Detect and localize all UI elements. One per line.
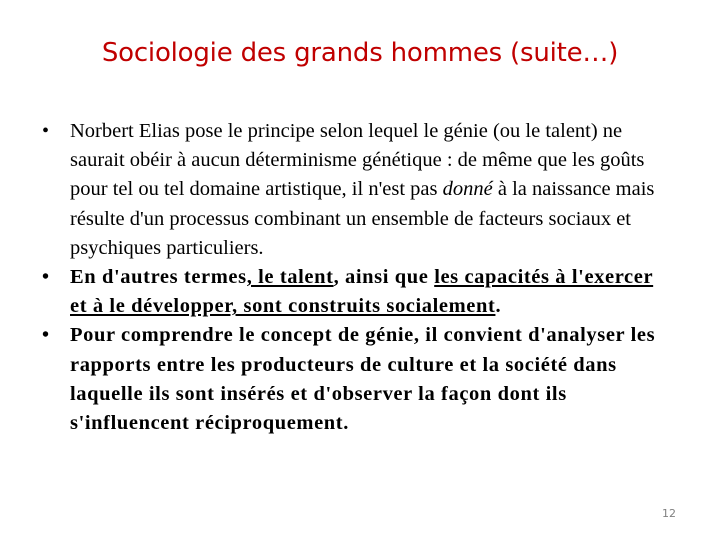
bullet-item-genie bbox=[42, 321, 662, 438]
page-number: 12 bbox=[662, 507, 676, 520]
bullet-text: En d'autres termes bbox=[70, 266, 247, 289]
underlined-text: les capacités à l'exercer et à le développer, sont construits socialement bbox=[70, 266, 654, 318]
bullet-item-talent bbox=[42, 263, 662, 321]
bullet-text: Pour comprendre le concept de génie, il convient d'analyser les rapports entre les producteurs de culture et la société dans laquelle ils sont insérés et d'observer la façon dont ils s'influencent réciproquement. bbox=[70, 324, 656, 435]
bullet-text-end: . bbox=[495, 295, 502, 318]
bullet-text: Norbert Elias pose le principe selon lequel le génie (ou le talent) ne saurait obéir à aucun déterminisme génétique : de même que les goûts pour tel ou tel domaine artistique, il n'est pas bbox=[70, 120, 645, 201]
bullet-dot-icon: • bbox=[42, 266, 50, 289]
bullet-list bbox=[42, 117, 662, 438]
slide-title: Sociologie des grands hommes (suite…) bbox=[101, 38, 619, 68]
underlined-text: , le talent bbox=[246, 266, 334, 289]
bullet-dot-icon: • bbox=[42, 324, 50, 347]
emphasis-text: donné bbox=[442, 178, 493, 201]
bullet-item-elias bbox=[42, 117, 662, 263]
bullet-text-middle: , ainsi que bbox=[333, 266, 435, 289]
bullet-dot-icon: • bbox=[42, 120, 50, 142]
bullet-text-continued: à la naissance mais résulte d'un processus combinant un ensemble de facteurs sociaux et psychiques particuliers. bbox=[70, 178, 655, 259]
